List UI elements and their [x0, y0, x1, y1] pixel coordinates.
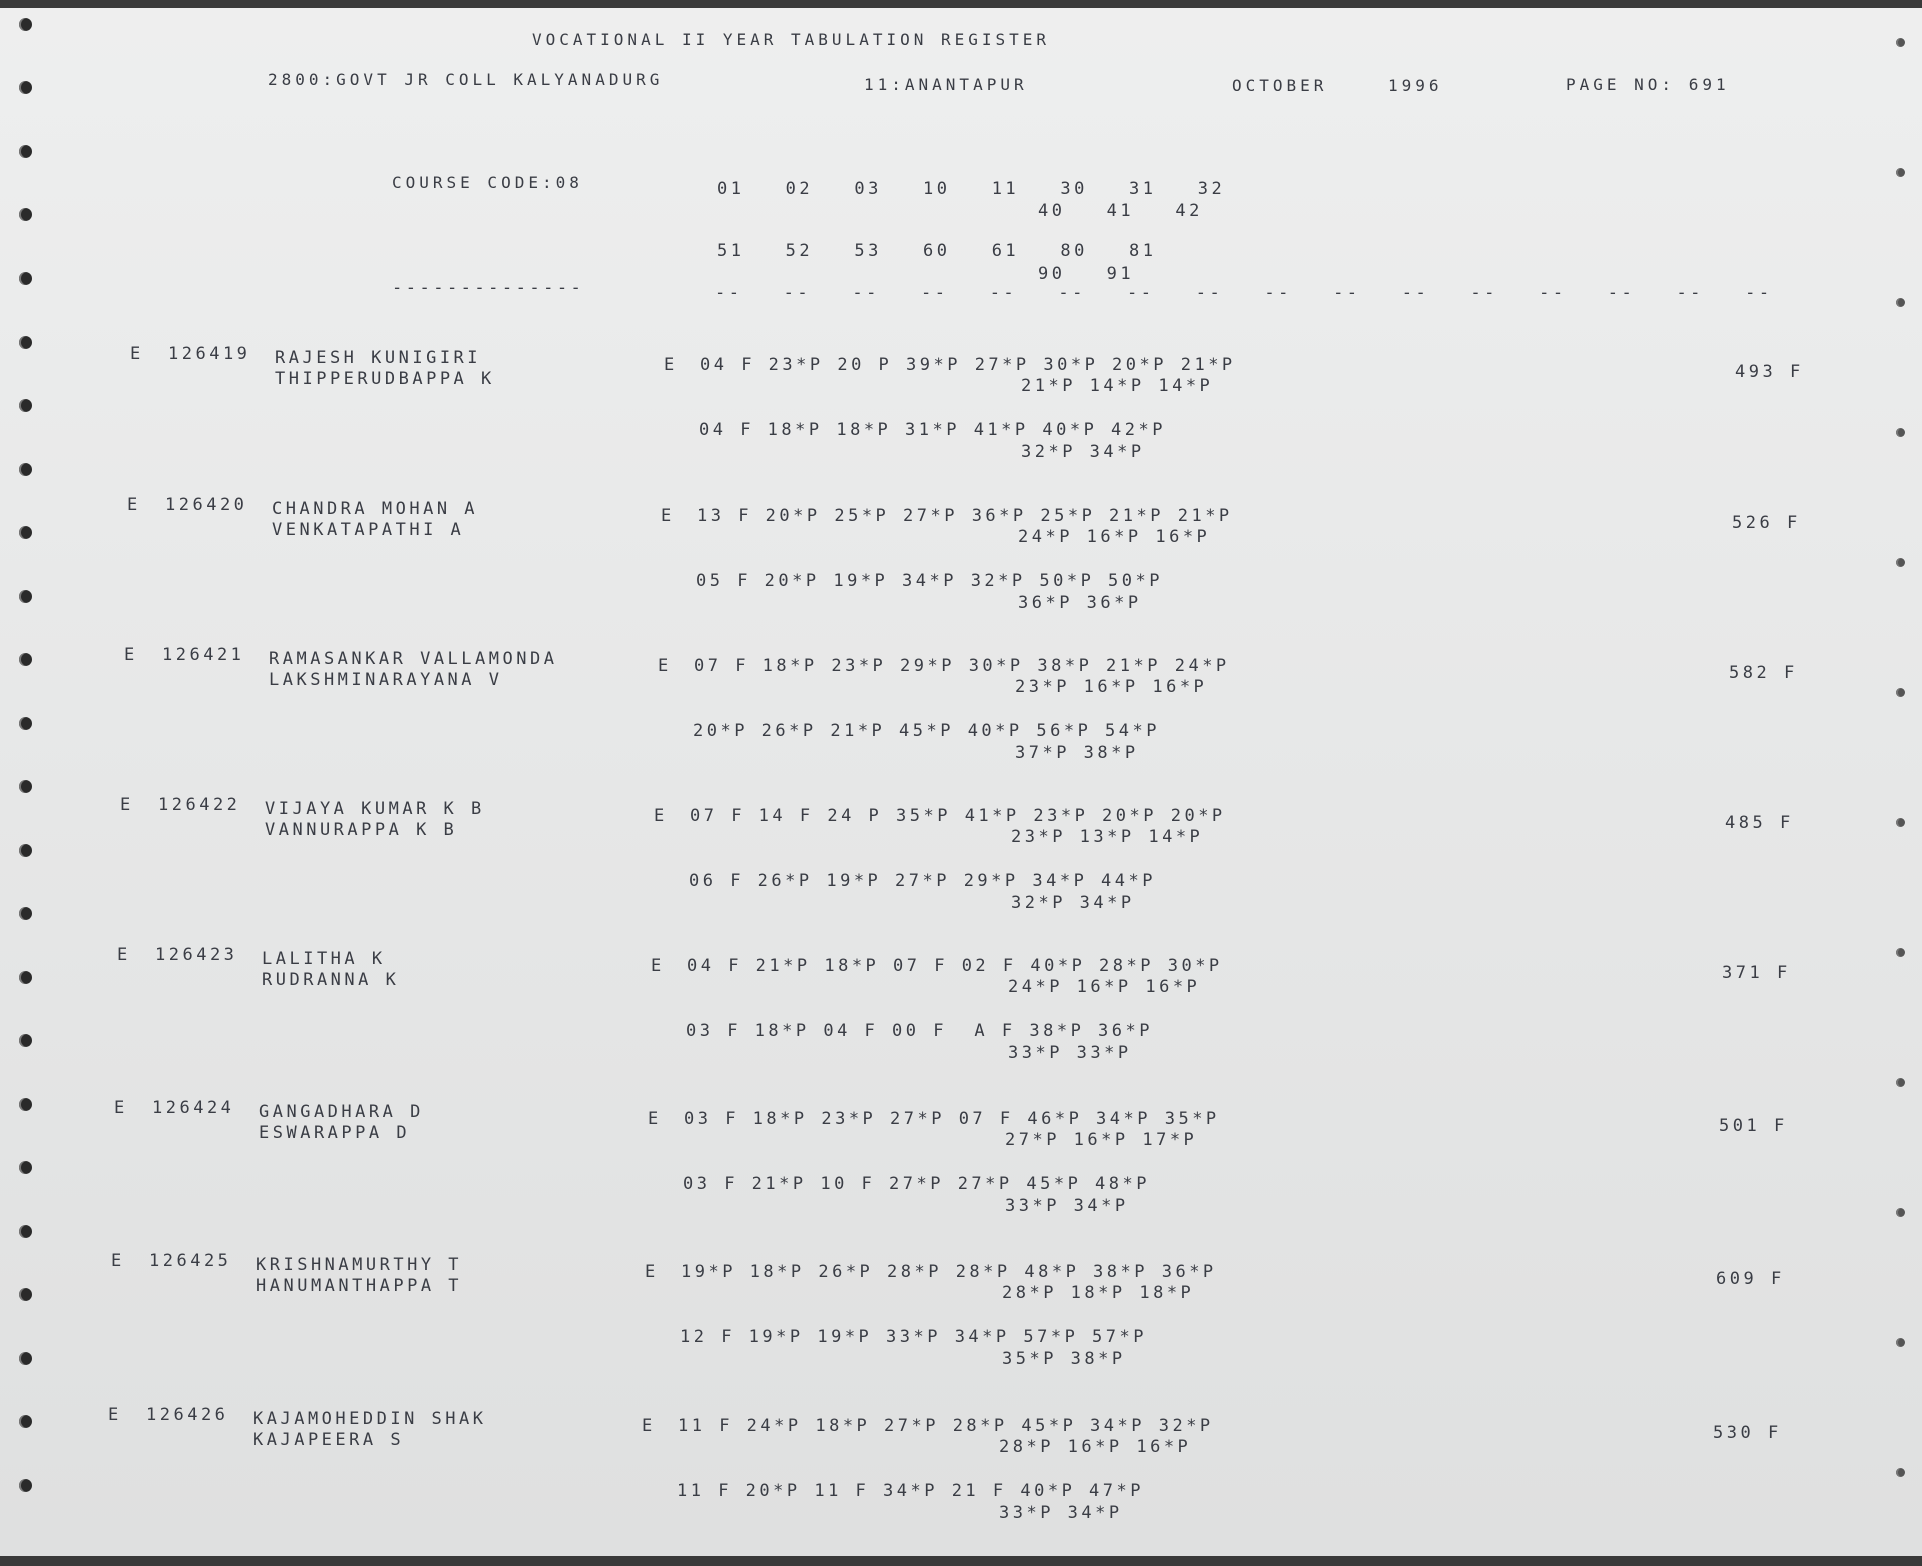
marks-line-2: 24*P 16*P 16*P — [1018, 527, 1211, 547]
marks-line-2: 23*P 16*P 16*P — [1015, 677, 1208, 697]
feed-hole — [19, 272, 32, 285]
student-name: RAJESH KUNIGIRI — [275, 348, 482, 368]
marks-line-4: 33*P 34*P — [1005, 1196, 1129, 1216]
roll-number: 126423 — [155, 945, 238, 965]
marks-line-2: 28*P 16*P 16*P — [999, 1437, 1192, 1457]
row-marker: E — [654, 806, 668, 826]
marks-line-4: 32*P 34*P — [1011, 893, 1135, 913]
marks-line-3: 03 F 18*P 04 F 00 F A F 38*P 36*P — [686, 1021, 1153, 1041]
row-marker: E — [645, 1262, 659, 1282]
student-name: LALITHA K — [262, 949, 386, 969]
feed-hole — [19, 18, 32, 31]
district-name: 11:ANANTAPUR — [864, 75, 1028, 94]
roll-number: 126424 — [152, 1098, 235, 1118]
row-marker: E — [658, 656, 672, 676]
marks-line-1: 03 F 18*P 23*P 27*P 07 F 46*P 34*P 35*P — [684, 1109, 1220, 1129]
marks-line-1: 04 F 23*P 20 P 39*P 27*P 30*P 20*P 21*P — [700, 355, 1236, 375]
father-name: THIPPERUDBAPPA K — [275, 369, 495, 389]
row-marker: E — [651, 956, 665, 976]
student-record — [0, 939, 1922, 1089]
register-sheet — [0, 8, 1922, 1556]
feed-hole — [1896, 38, 1905, 47]
student-name: CHANDRA MOHAN A — [272, 499, 479, 519]
roll-number: 126419 — [168, 344, 251, 364]
marks-line-4: 35*P 38*P — [1002, 1349, 1126, 1369]
father-name: VENKATAPATHI A — [272, 520, 465, 540]
grand-total: 501 F — [1719, 1116, 1788, 1136]
father-name: VANNURAPPA K B — [265, 820, 458, 840]
marks-line-4: 32*P 34*P — [1021, 442, 1145, 462]
row-marker: E — [642, 1416, 656, 1436]
grand-total: 485 F — [1725, 813, 1794, 833]
marks-line-1: 13 F 20*P 25*P 27*P 36*P 25*P 21*P 21*P — [697, 506, 1233, 526]
student-record — [0, 1092, 1922, 1242]
subject-codes-row2b: 90 91 — [1038, 264, 1135, 284]
exam-type: E — [117, 945, 131, 965]
grand-total: 493 F — [1735, 362, 1804, 382]
marks-line-1: 07 F 14 F 24 P 35*P 41*P 23*P 20*P 20*P — [690, 806, 1226, 826]
roll-number: 126426 — [146, 1405, 229, 1425]
marks-line-2: 28*P 18*P 18*P — [1002, 1283, 1195, 1303]
marks-line-3: 11 F 20*P 11 F 34*P 21 F 40*P 47*P — [677, 1481, 1144, 1501]
exam-type: E — [124, 645, 138, 665]
marks-line-1: 07 F 18*P 23*P 29*P 30*P 38*P 21*P 24*P — [694, 656, 1230, 676]
roll-number: 126422 — [158, 795, 241, 815]
student-record — [0, 1245, 1922, 1395]
exam-type: E — [130, 344, 144, 364]
student-record — [0, 639, 1922, 789]
marks-line-2: 24*P 16*P 16*P — [1008, 977, 1201, 997]
exam-type: E — [127, 495, 141, 515]
marks-line-1: 19*P 18*P 26*P 28*P 28*P 48*P 38*P 36*P — [681, 1262, 1217, 1282]
grand-total: 582 F — [1729, 663, 1798, 683]
father-name: RUDRANNA K — [262, 970, 400, 990]
student-name: RAMASANKAR VALLAMONDA — [269, 649, 558, 669]
marks-line-4: 37*P 38*P — [1015, 743, 1139, 763]
marks-line-3: 05 F 20*P 19*P 34*P 32*P 50*P 50*P — [696, 571, 1163, 591]
feed-hole — [19, 81, 32, 94]
page-number: PAGE NO: 691 — [1566, 75, 1730, 94]
subject-codes-row1: 01 02 03 10 11 30 31 32 — [717, 179, 1226, 199]
marks-line-2: 21*P 14*P 14*P — [1021, 376, 1214, 396]
exam-year: 1996 — [1388, 76, 1443, 95]
row-marker: E — [648, 1109, 662, 1129]
grand-total: 526 F — [1732, 513, 1801, 533]
subject-codes-row1b: 40 41 42 — [1038, 201, 1203, 221]
roll-number: 126420 — [165, 495, 248, 515]
student-record — [0, 1399, 1922, 1549]
student-record — [0, 338, 1922, 488]
feed-hole — [1896, 168, 1905, 177]
row-marker: E — [664, 355, 678, 375]
subject-codes-row2: 51 52 53 60 61 80 81 — [717, 241, 1157, 261]
student-record — [0, 489, 1922, 639]
marks-line-3: 06 F 26*P 19*P 27*P 29*P 34*P 44*P — [689, 871, 1156, 891]
marks-line-1: 11 F 24*P 18*P 27*P 28*P 45*P 34*P 32*P — [678, 1416, 1214, 1436]
marks-line-2: 27*P 16*P 17*P — [1005, 1130, 1198, 1150]
exam-type: E — [108, 1405, 122, 1425]
feed-hole — [19, 145, 32, 158]
exam-month: OCTOBER — [1232, 76, 1328, 95]
marks-line-3: 20*P 26*P 21*P 45*P 40*P 56*P 54*P — [693, 721, 1160, 741]
marks-line-3: 03 F 21*P 10 F 27*P 27*P 45*P 48*P — [683, 1174, 1150, 1194]
marks-line-3: 12 F 19*P 19*P 33*P 34*P 57*P 57*P — [680, 1327, 1147, 1347]
student-name: KAJAMOHEDDIN SHAK — [253, 1409, 487, 1429]
exam-type: E — [120, 795, 134, 815]
father-name: KAJAPEERA S — [253, 1430, 405, 1450]
grand-total: 530 F — [1713, 1423, 1782, 1443]
exam-type: E — [111, 1251, 125, 1271]
father-name: LAKSHMINARAYANA V — [269, 670, 503, 690]
feed-hole — [1896, 298, 1905, 307]
header-rule-left: -------------- — [392, 278, 585, 298]
roll-number: 126425 — [149, 1251, 232, 1271]
register-title: VOCATIONAL II YEAR TABULATION REGISTER — [532, 30, 1051, 49]
feed-hole — [19, 208, 32, 221]
grand-total: 609 F — [1716, 1269, 1785, 1289]
father-name: HANUMANTHAPPA T — [256, 1276, 463, 1296]
marks-line-4: 33*P 34*P — [999, 1503, 1123, 1523]
marks-line-1: 04 F 21*P 18*P 07 F 02 F 40*P 28*P 30*P — [687, 956, 1223, 976]
marks-line-4: 36*P 36*P — [1018, 593, 1142, 613]
college-name: 2800:GOVT JR COLL KALYANADURG — [268, 70, 664, 89]
marks-line-3: 04 F 18*P 18*P 31*P 41*P 40*P 42*P — [699, 420, 1166, 440]
student-name: GANGADHARA D — [259, 1102, 424, 1122]
header-rule-right: -- -- -- -- -- -- -- -- -- -- -- -- -- -- -- -- — [715, 283, 1773, 303]
student-name: KRISHNAMURTHY T — [256, 1255, 463, 1275]
row-marker: E — [661, 506, 675, 526]
roll-number: 126421 — [162, 645, 245, 665]
marks-line-4: 33*P 33*P — [1008, 1043, 1132, 1063]
exam-type: E — [114, 1098, 128, 1118]
course-code: COURSE CODE:08 — [392, 173, 583, 192]
student-record — [0, 789, 1922, 939]
grand-total: 371 F — [1722, 963, 1791, 983]
father-name: ESWARAPPA D — [259, 1123, 411, 1143]
marks-line-2: 23*P 13*P 14*P — [1011, 827, 1204, 847]
student-name: VIJAYA KUMAR K B — [265, 799, 485, 819]
